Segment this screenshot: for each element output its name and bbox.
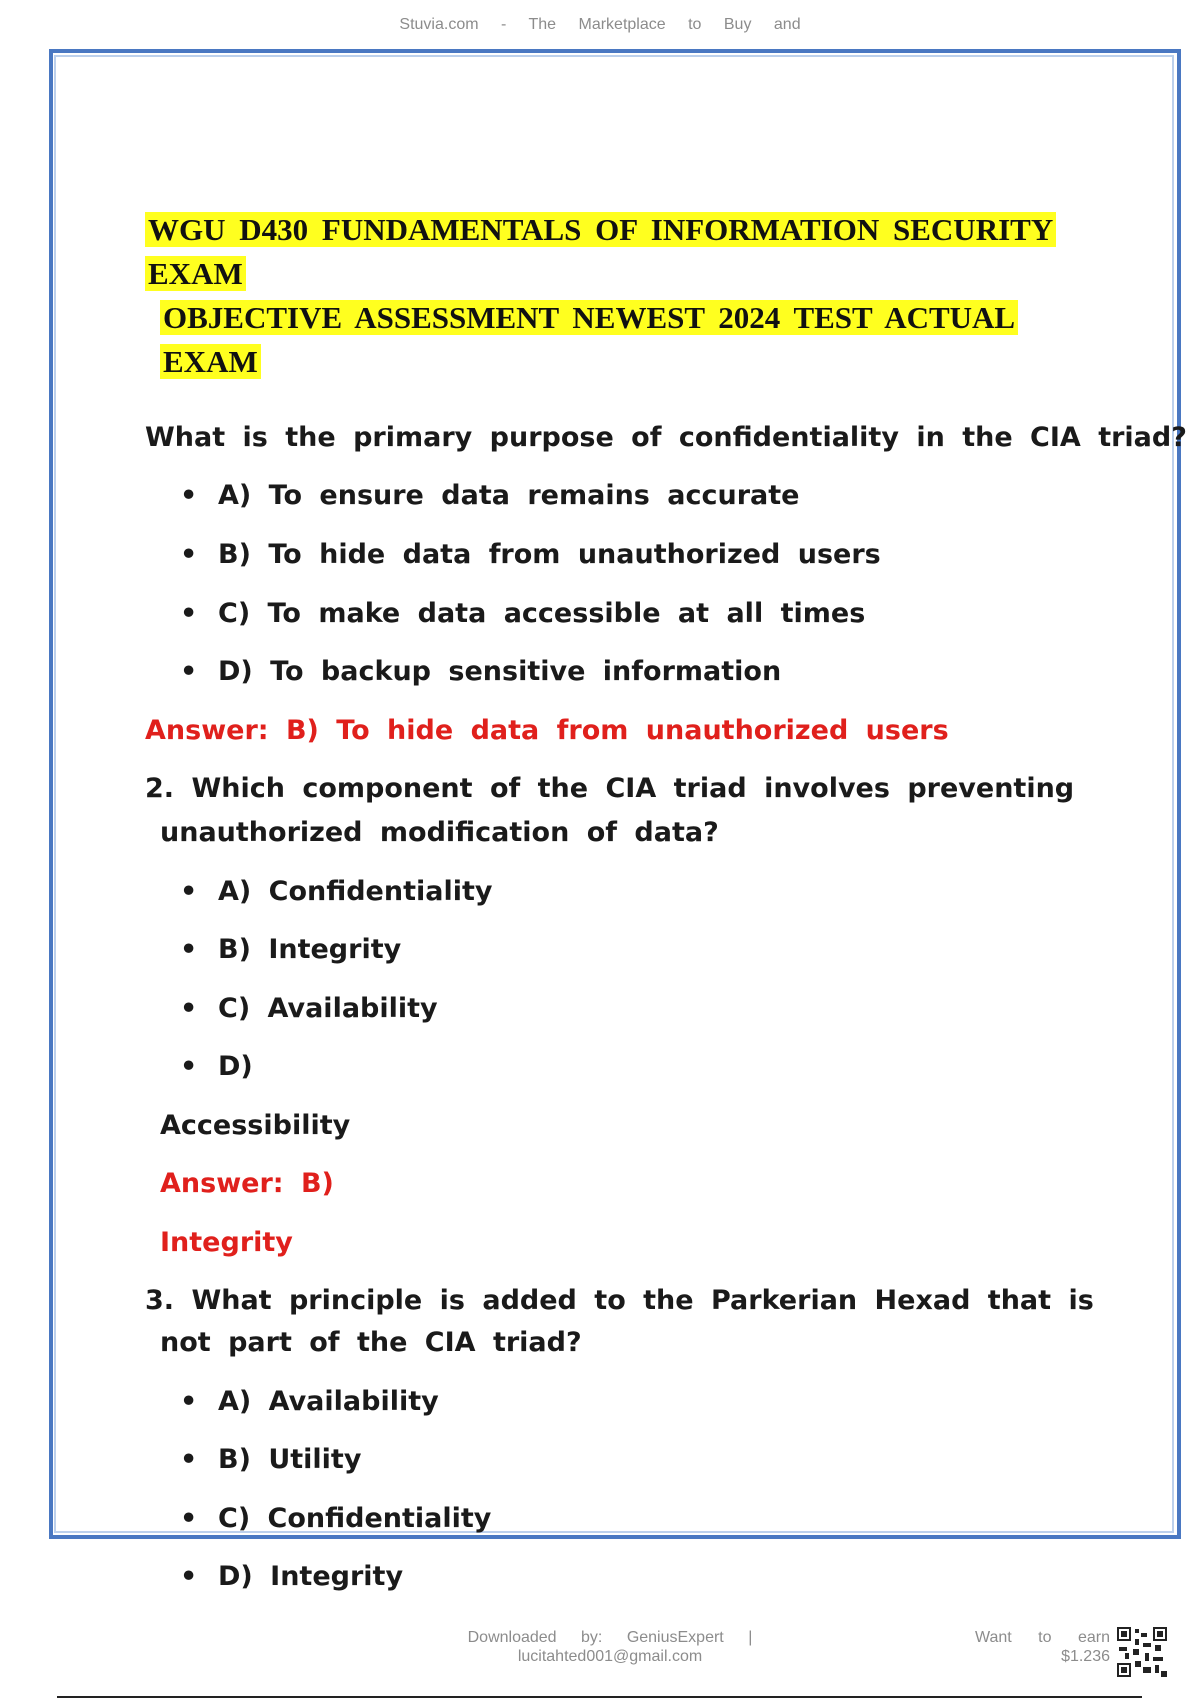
footer-earn-info[interactable]	[930, 1628, 1110, 1666]
bullet-icon: •	[180, 993, 198, 1024]
question-2-text-line-1: 2. Which component of the CIA triad involves preventing	[145, 773, 1075, 804]
footer-earn-amount: $1.236	[1061, 1648, 1110, 1665]
bullet-icon: •	[180, 656, 198, 687]
bullet-icon: •	[180, 1444, 198, 1475]
bullet-icon: •	[180, 934, 198, 965]
bullet-icon: •	[180, 1386, 198, 1417]
footer-downloaded-by: Downloaded by: GeniusExpert |	[467, 1629, 753, 1646]
question-2-option-d: • D)	[180, 1051, 253, 1082]
qr-code-icon[interactable]	[1117, 1627, 1167, 1677]
question-2-option-a: • A) Confidentiality	[180, 876, 493, 907]
footer-email: lucitahted001@gmail.com	[517, 1648, 703, 1665]
bullet-icon: •	[180, 539, 198, 570]
question-3-option-a: • A) Availability	[180, 1386, 439, 1417]
question-3-text-line-2: not part of the CIA triad?	[160, 1327, 582, 1358]
footer-earn-text: Want to earn	[974, 1629, 1110, 1646]
title-line-3: EXAM	[160, 344, 261, 379]
question-1-answer: Answer: B) To hide data from unauthorized users	[145, 715, 949, 746]
title-line-1: WGU D430 FUNDAMENTALS OF INFORMATION SECURITY EXAM	[145, 212, 1056, 291]
header-watermark: Stuvia.com - The Marketplace to Buy and	[399, 16, 801, 33]
question-2-answer-line-1: Answer: B)	[160, 1168, 334, 1199]
question-2-answer-line-2: Integrity	[160, 1227, 293, 1258]
footer-download-info	[440, 1628, 780, 1666]
title-line-2: OBJECTIVE ASSESSMENT NEWEST 2024 TEST ACTUAL	[160, 300, 1018, 335]
bullet-icon: •	[180, 1051, 198, 1082]
bullet-icon: •	[180, 480, 198, 511]
question-2-option-d-continuation: Accessibility	[160, 1110, 351, 1141]
question-2-text-line-2: unauthorized modification of data?	[160, 817, 719, 848]
question-3-option-b: • B) Utility	[180, 1444, 362, 1475]
bullet-icon: •	[180, 876, 198, 907]
bullet-icon: •	[180, 1503, 198, 1534]
document-title	[145, 208, 1125, 384]
bottom-rule	[57, 1696, 1142, 1698]
question-1-option-c: • C) To make data accessible at all times	[180, 598, 866, 629]
question-1-text: What is the primary purpose of confidentiality in the CIA triad?	[145, 422, 1187, 453]
question-2-option-c: • C) Availability	[180, 993, 438, 1024]
question-3-text-line-1: 3. What principle is added to the Parkerian Hexad that is	[145, 1285, 1094, 1316]
question-3-option-d: • D) Integrity	[180, 1561, 404, 1592]
bullet-icon: •	[180, 1561, 198, 1592]
question-1-option-a: • A) To ensure data remains accurate	[180, 480, 800, 511]
question-1-option-d: • D) To backup sensitive information	[180, 656, 782, 687]
bullet-icon: •	[180, 598, 198, 629]
question-1-option-b: • B) To hide data from unauthorized users	[180, 539, 881, 570]
question-2-option-b: • B) Integrity	[180, 934, 402, 965]
question-3-option-c: • C) Confidentiality	[180, 1503, 492, 1534]
